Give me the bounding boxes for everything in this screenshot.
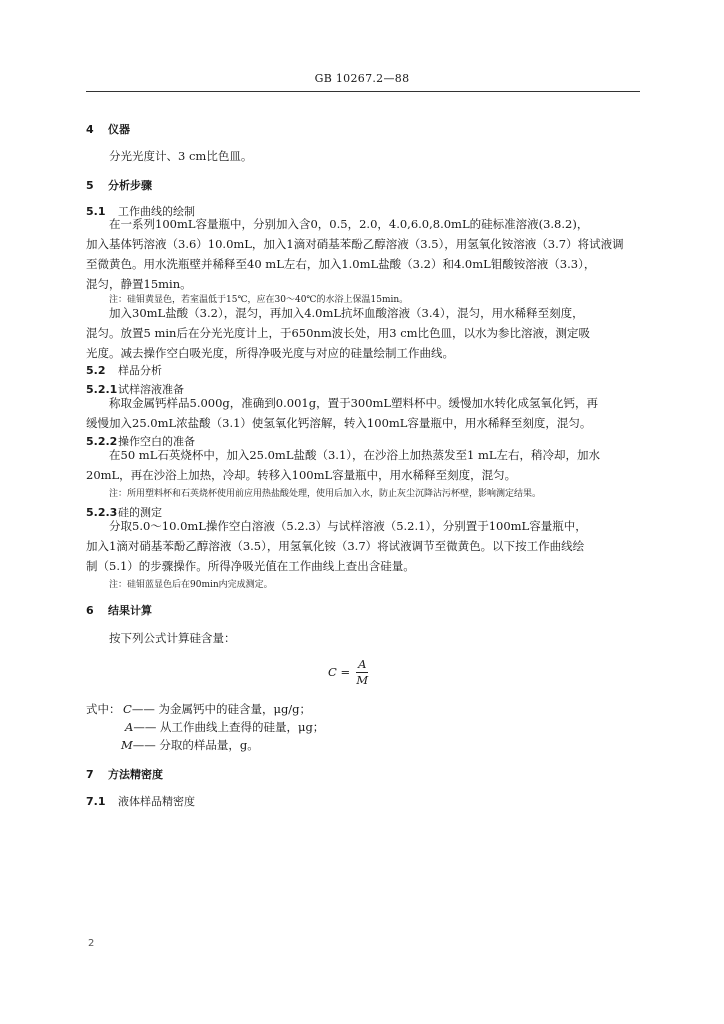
section-title: 方法精密度 <box>108 768 163 781</box>
section-4-heading <box>86 121 130 137</box>
where-description: —— 从工作曲线上查得的硅量，μg； <box>133 720 325 734</box>
where-item <box>121 737 259 753</box>
paragraph-line: 缓慢加入25.0mL浓盐酸（3.1）使氢氧化钙溶解，转入100mL容量瓶中，用水稀释至刻度，混匀。 <box>86 416 592 430</box>
page-number: 2 <box>88 938 95 949</box>
where-description: —— 为金属钙中的硅含量，μg/g； <box>131 702 312 716</box>
where-item <box>123 701 311 717</box>
section-7-heading <box>86 766 163 782</box>
where-item <box>125 719 324 735</box>
section-6-heading <box>86 602 152 618</box>
formula-lhs: C = <box>328 665 351 679</box>
section-title: 工作曲线的绘制 <box>118 205 195 218</box>
section-title: 试样溶液准备 <box>118 383 184 396</box>
section-number: 6 <box>86 604 94 617</box>
section-7-1-heading <box>86 793 195 809</box>
section-number: 7 <box>86 768 94 781</box>
section-number: 7.1 <box>86 795 106 808</box>
formula-denominator: M <box>356 672 369 687</box>
section-5-2-2-paragraph <box>86 445 642 485</box>
paragraph-line: 制（5.1）的步骤操作。所得净吸光值在工作曲线上查出含硅量。 <box>86 559 415 573</box>
section-5-1-note: 注：硅钼黄显色，若室温低于15℃，应在30～40℃的水浴上保温15min。 <box>109 295 409 305</box>
section-title: 样品分析 <box>118 364 162 377</box>
where-description: —— 分取的样品量，g。 <box>132 738 259 752</box>
header-rule <box>86 91 640 92</box>
paragraph-line: 光度。减去操作空白吸光度，所得净吸光度与对应的硅量绘制工作曲线。 <box>86 346 454 360</box>
formula-fraction <box>356 657 368 688</box>
section-number: 5.2.1 <box>86 383 118 396</box>
paragraph-line: 混匀，静置15min。 <box>86 277 192 291</box>
section-6-body: 按下列公式计算硅含量： <box>109 631 236 645</box>
formula-numerator: A <box>358 656 367 671</box>
section-number: 5.2 <box>86 364 106 377</box>
section-title: 结果计算 <box>108 604 152 617</box>
where-symbol: M <box>121 738 133 752</box>
section-5-2-1-paragraph <box>86 393 642 433</box>
paragraph-line: 20mL，再在沙浴上加热，冷却。转移入100mL容量瓶中，用水稀释至刻度，混匀。 <box>86 468 517 482</box>
paragraph-line: 混匀。放置5 min后在分光光度计上，于650nm波长处，用3 cm比色皿，以水为参比溶液，测定吸 <box>86 326 591 340</box>
section-title: 液体样品精密度 <box>118 795 195 808</box>
paragraph-line: 至微黄色。用水洗瓶壁并稀释至40 mL左右，加入1.0mL盐酸（3.2）和4.0mL钼酸铵溶液（3.3）， <box>86 257 596 271</box>
paragraph-line: 加入基体钙溶液（3.6）10.0mL，加入1滴对硝基苯酚乙醇溶液（3.5），用氢氧化铵溶液（3.7）将试液调 <box>86 237 624 251</box>
section-number: 5 <box>86 179 94 192</box>
section-5-2-3-paragraph <box>86 516 642 576</box>
section-5-heading <box>86 177 152 193</box>
paragraph-line: 在一系列100mL容量瓶中，分别加入含0，0.5，2.0，4.0,6.0,8.0mL的硅标准溶液(3.8.2)， <box>109 217 589 231</box>
section-4-body: 分光光度计、3 cm比色皿。 <box>109 149 253 163</box>
section-number: 5.2.2 <box>86 435 118 448</box>
where-label: 式中： <box>86 702 121 716</box>
paragraph-line: 加入1滴对硝基苯酚乙醇溶液（3.5），用氢氧化铵（3.7）将试液调节至微黄色。以下按工作曲线绘 <box>86 539 585 553</box>
section-title: 操作空白的准备 <box>118 435 195 448</box>
section-5-1-paragraph-2 <box>86 303 642 363</box>
section-number: 5.1 <box>86 205 106 218</box>
section-number: 5.2.3 <box>86 506 118 519</box>
paragraph-line: 称取金属钙样品5.000g，准确到0.001g，置于300mL塑料杯中。缓慢加水转化成氢氧化钙，再 <box>109 396 599 410</box>
where-symbol: C <box>123 702 132 716</box>
formula <box>328 652 368 692</box>
section-5-2-2-note: 注：所用塑料杯和石英烧杯使用前应用热盐酸处理，使用后加入水，防止灰尘沉降沾污杯壁，影响测定结果。 <box>109 489 542 499</box>
paragraph-line: 在50 mL石英烧杯中，加入25.0mL盐酸（3.1），在沙浴上加热蒸发至1 mL左右，稍冷却，加水 <box>109 448 601 462</box>
section-5-2-heading <box>86 362 162 378</box>
where-symbol: A <box>125 720 134 734</box>
section-5-1-paragraph <box>86 214 642 294</box>
section-5-2-3-note: 注：硅钼蓝显色后在90min内完成测定。 <box>109 580 273 590</box>
section-title: 分析步骤 <box>108 179 152 192</box>
page-header: GB 10267.2—88 <box>314 72 410 85</box>
paragraph-line: 分取5.0～10.0mL操作空白溶液（5.2.3）与试样溶液（5.2.1），分别置于100mL容量瓶中， <box>109 519 587 533</box>
paragraph-line: 加入30mL盐酸（3.2），混匀，再加入4.0mL抗坏血酸溶液（3.4），混匀，用水稀释至刻度， <box>109 306 584 320</box>
section-number: 4 <box>86 123 94 136</box>
section-title: 硅的测定 <box>118 506 162 519</box>
section-title: 仪器 <box>108 123 130 136</box>
